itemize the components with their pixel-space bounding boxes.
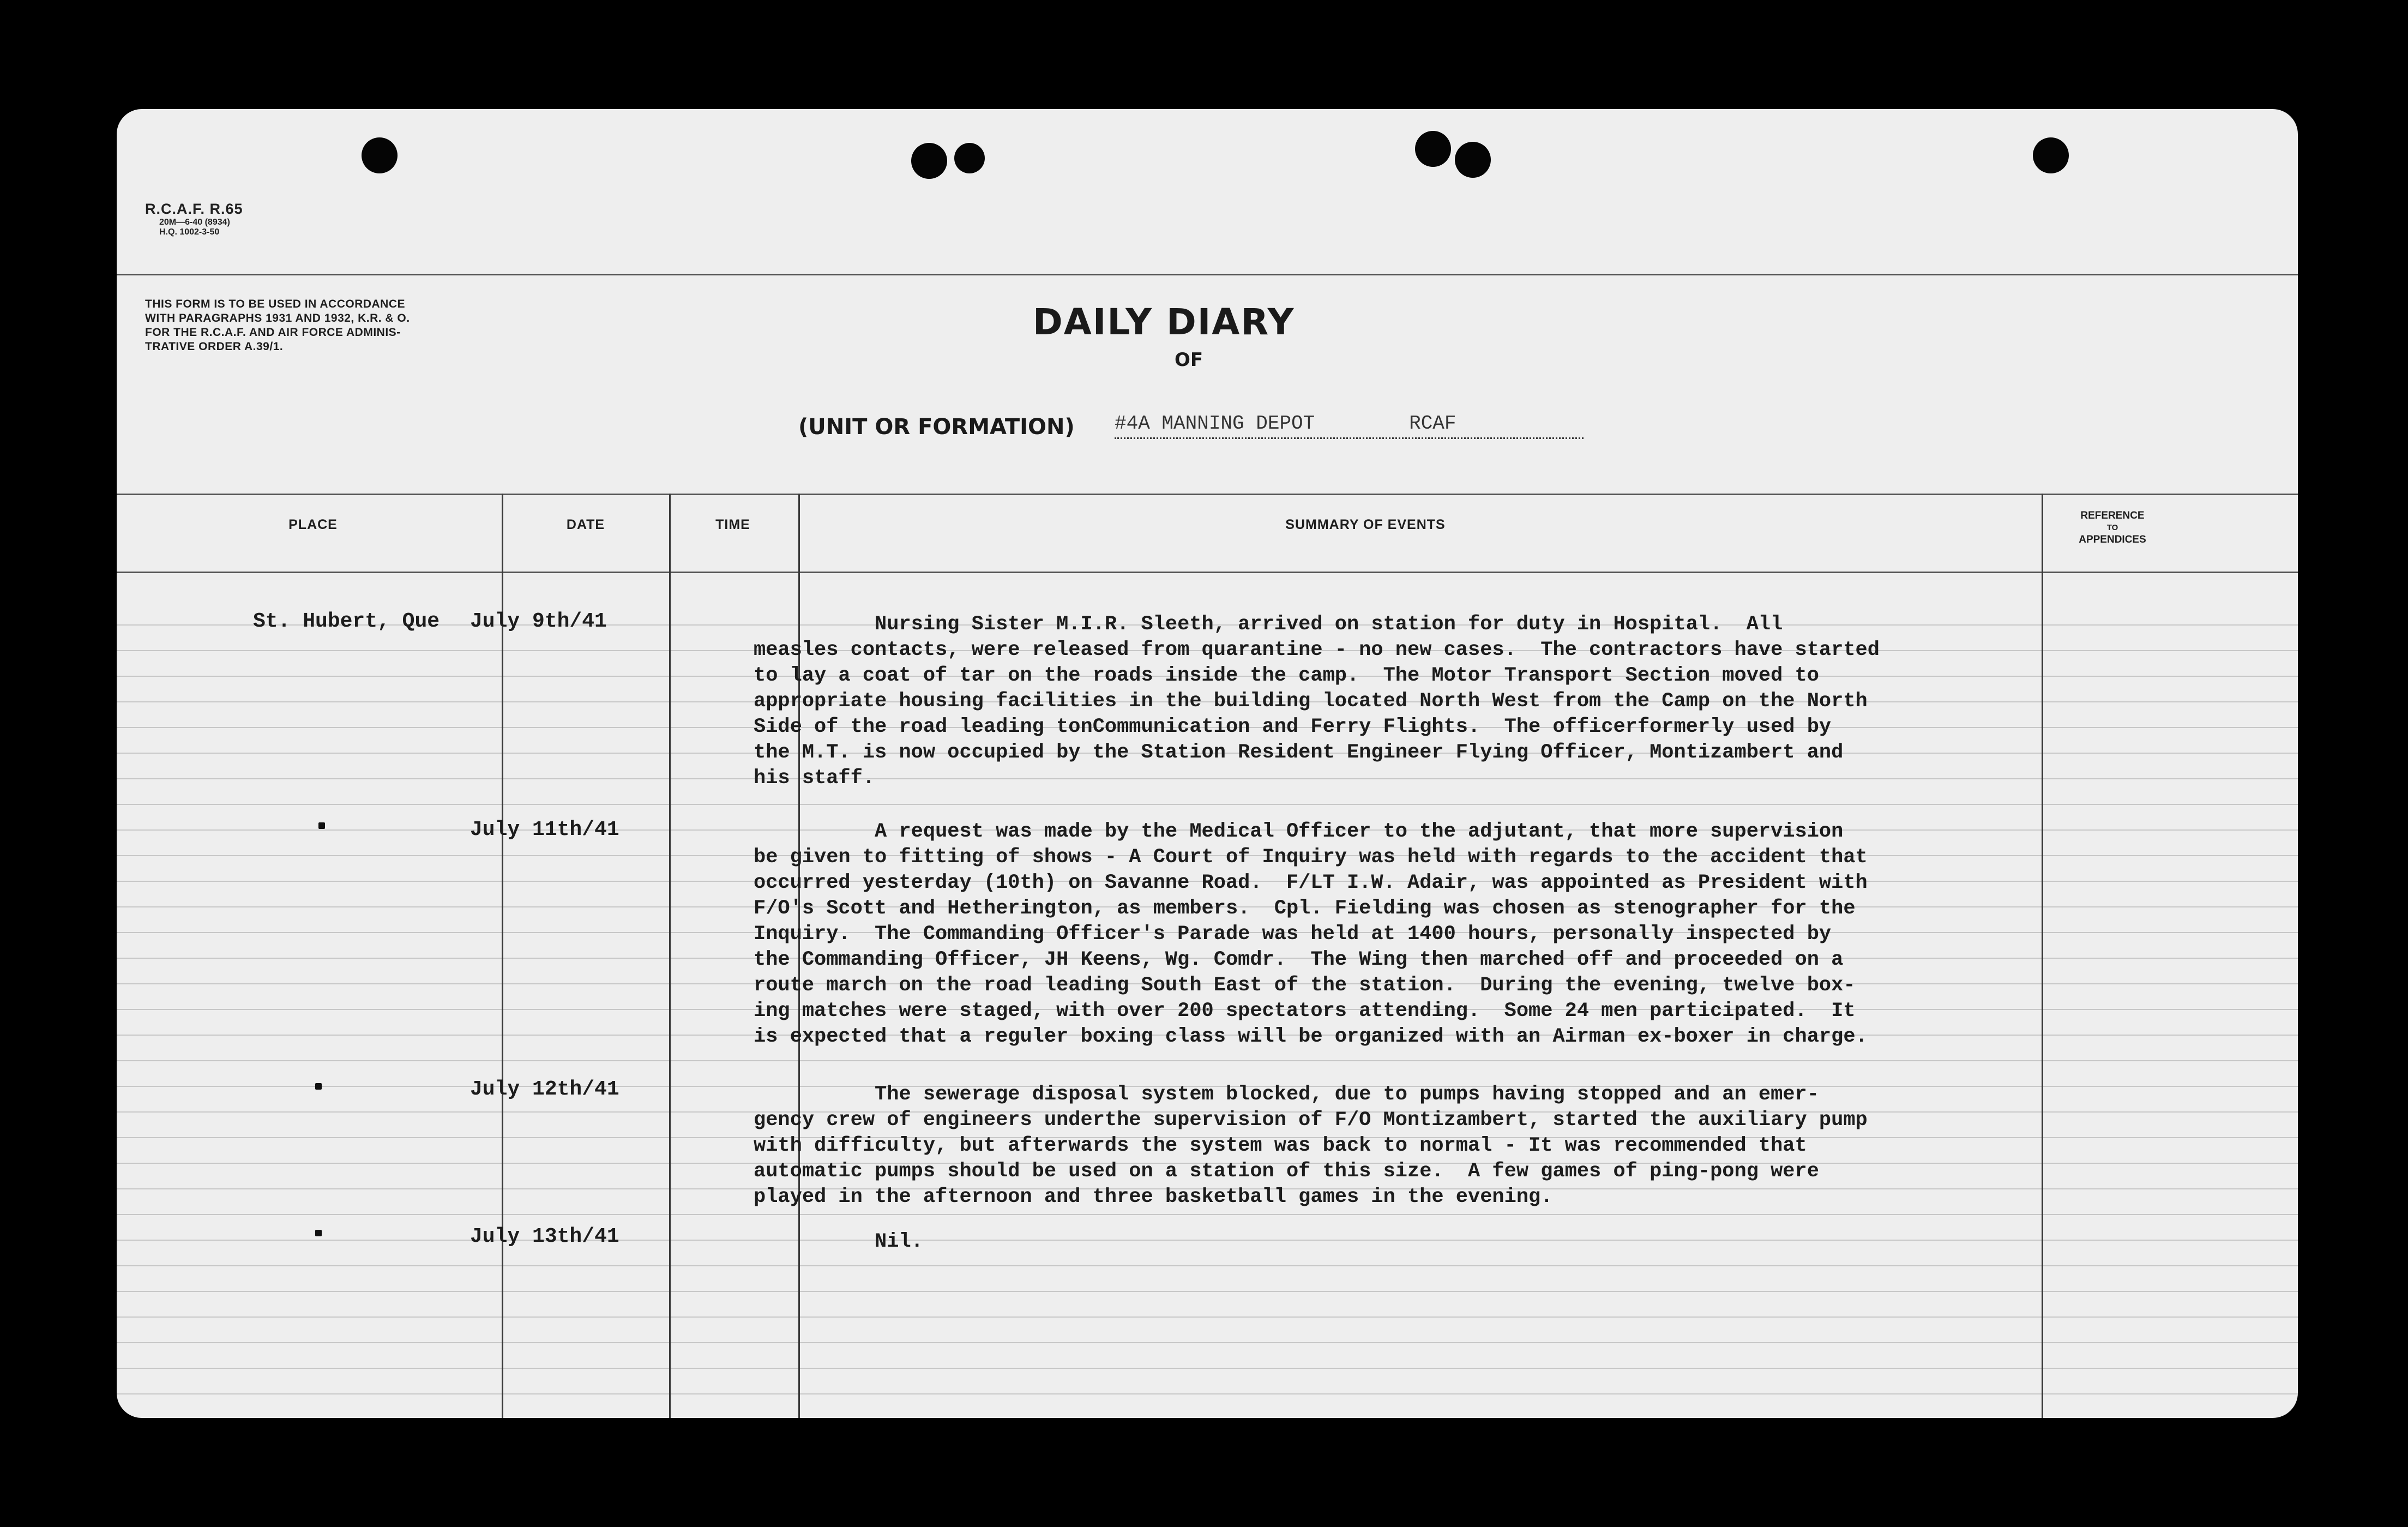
- form-code-line: R.C.A.F. R.65: [145, 201, 243, 217]
- entry-date: July 13th/41: [470, 1225, 619, 1248]
- binder-hole: [1455, 142, 1491, 178]
- reference-header-line: REFERENCE: [2080, 510, 2145, 521]
- instruction-line: TRATIVE ORDER A.39/1.: [145, 340, 284, 353]
- entry-date: July 9th/41: [470, 610, 607, 633]
- ditto-mark: [315, 1083, 322, 1090]
- entry-date: July 12th/41: [470, 1078, 619, 1101]
- reference-header-line: TO: [2106, 523, 2118, 532]
- ruled-line: [117, 804, 2298, 805]
- column-header-reference: [2052, 510, 2172, 546]
- table-header-rule: [117, 572, 2298, 573]
- ruled-line: [117, 1368, 2298, 1369]
- ruled-line: [117, 1316, 2298, 1318]
- ditto-mark: [318, 822, 325, 829]
- column-header-summary: SUMMARY OF EVENTS: [1285, 517, 1446, 532]
- ruled-line: [117, 1342, 2298, 1343]
- binder-hole: [911, 143, 947, 179]
- page-title: DAILY DIARY: [1033, 301, 1295, 343]
- diary-page: [117, 109, 2298, 1418]
- ruled-line: [117, 1393, 2298, 1394]
- unit-label: (UNIT OR FORMATION): [798, 414, 1075, 440]
- binder-hole: [2033, 137, 2069, 173]
- instruction-line: THIS FORM IS TO BE USED IN ACCORDANCE: [145, 298, 406, 310]
- binder-hole: [1415, 131, 1451, 167]
- title-of: OF: [1175, 349, 1203, 371]
- entry-summary: Nursing Sister M.I.R. Sleeth, arrived on station for duty in Hospital. All measles contacts, were released from quarantine - no new cases. The contractors have started to lay a coat of tar on the roads inside the camp. The Motor Transport Section moved to appropriate housing facilities in the building located North West from the Camp on the North Side of the road leading tonCommunication and Ferry Flights. The officerformerly used by the M.T. is now occupied by the Station Resident Engineer Flying Officer, Montizambert and his staff.: [754, 613, 1880, 790]
- ruled-line: [117, 1214, 2298, 1215]
- unit-value: #4A MANNING DEPOT RCAF: [1115, 412, 1584, 439]
- form-instructions: [145, 297, 538, 354]
- ruled-line: [117, 1060, 2298, 1061]
- table-top-rule: [117, 494, 2298, 495]
- entry-summary: The sewerage disposal system blocked, due to pumps having stopped and an emer- gency crew of engineers underthe supervision of F/O Montizambert, started the auxiliary pump with difficulty, but afterwards the system was back to normal - It was recommended that automatic pumps should be used on a station of this size. A few games of ping-pong were played in the afternoon and three basketball games in the evening.: [754, 1083, 1868, 1209]
- header-rule: [117, 274, 2298, 275]
- column-header-date: DATE: [566, 517, 605, 532]
- form-code: [145, 201, 243, 237]
- entry-summary: A request was made by the Medical Officer to the adjutant, that more supervision be given to fitting of shows - A Court of Inquiry was held with regards to the accident that occurred yesterday (10th) on Savanne Road. F/LT I.W. Adair, was appointed as President with F/O's Scott and Hetherington, as members. Cpl. Fielding was chosen as stenographer for the Inquiry. The Commanding Officer's Parade was held at 1400 hours, personally inspected by the Commanding Officer, JH Keens, Wg. Comdr. The Wing then marched off and proceeded on a route march on the road leading South East of the station. During the evening, twelve box- ing matches were staged, with over 200 spectators attending. Some 24 men participated. It is expected that a reguler boxing class will be organized with an Airman ex-boxer in charge.: [754, 820, 1868, 1048]
- column-divider: [669, 494, 671, 1418]
- ruled-line: [117, 1265, 2298, 1266]
- entry-summary: Nil.: [754, 1230, 923, 1253]
- form-code-line: H.Q. 1002-3-50: [159, 227, 220, 237]
- binder-hole: [362, 137, 398, 173]
- entry-place: St. Hubert, Que: [253, 610, 440, 633]
- instruction-line: WITH PARAGRAPHS 1931 AND 1932, K.R. & O.: [145, 312, 410, 324]
- binder-hole: [954, 143, 985, 173]
- form-code-line: 20M—6-40 (8934): [159, 218, 230, 227]
- column-divider: [2042, 494, 2043, 1418]
- instruction-line: FOR THE R.C.A.F. AND AIR FORCE ADMINIS-: [145, 326, 401, 339]
- entry-date: July 11th/41: [470, 818, 619, 841]
- ditto-mark: [315, 1230, 322, 1236]
- reference-header-line: APPENDICES: [2079, 534, 2146, 545]
- column-header-place: PLACE: [288, 517, 338, 532]
- column-header-time: TIME: [715, 517, 750, 532]
- ruled-line: [117, 1291, 2298, 1292]
